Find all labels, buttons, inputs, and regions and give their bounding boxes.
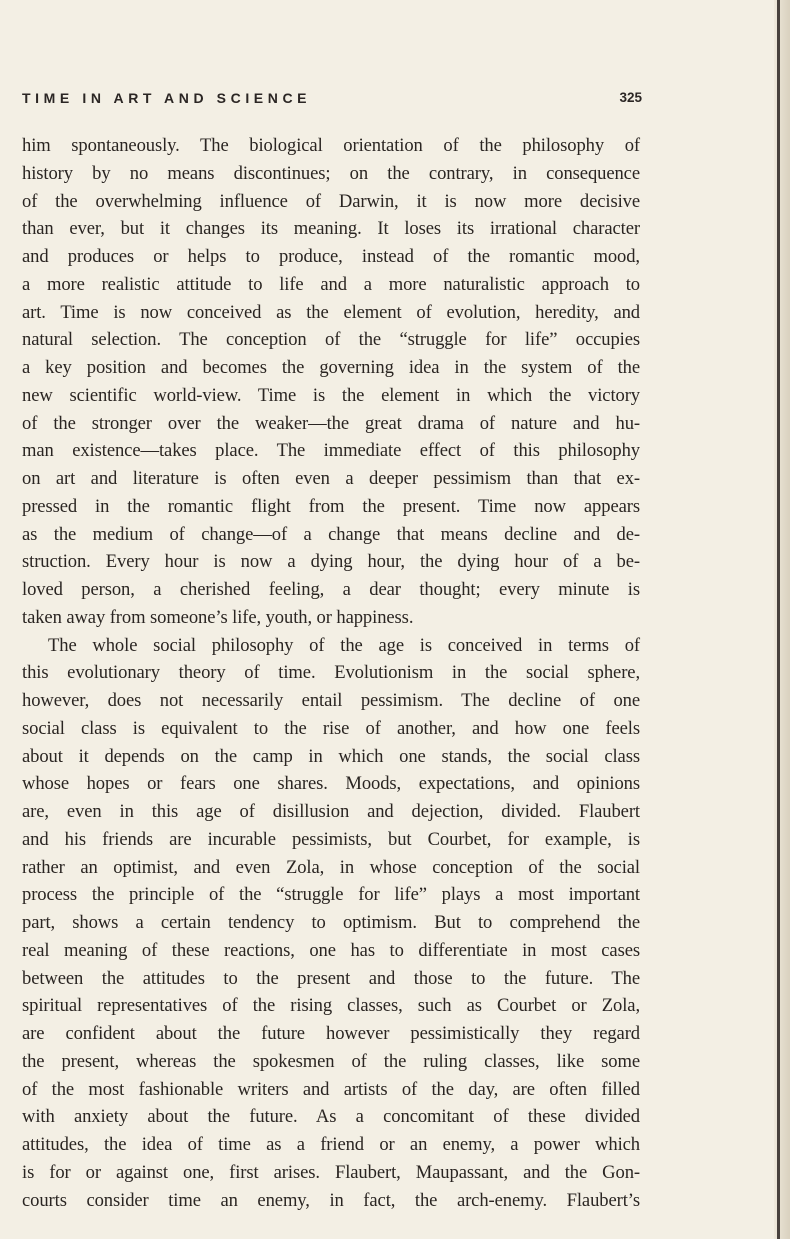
text-line: a more realistic attitude to life and a more naturalistic approach to: [22, 273, 640, 295]
text-line: are confident about the future however pessimistically they regard: [22, 1023, 640, 1044]
text-line: of the overwhelming influence of Darwin, it is now more decisive: [22, 190, 640, 212]
text-line: between the attitudes to the present and those to the future. The: [22, 967, 640, 989]
text-line: whose hopes or fears one shares. Moods, expectations, and opinions: [22, 773, 640, 795]
text-line: with anxiety about the future. As a concomitant of these divided: [22, 1106, 640, 1128]
text-line: a key position and becomes the governing idea in the system of the: [22, 357, 640, 378]
text-line: spiritual representatives of the rising classes, such as Courbet or Zola,: [22, 995, 640, 1017]
paragraph-1: [22, 132, 640, 632]
text-line: about it depends on the camp in which one stands, the social class: [22, 745, 640, 767]
paragraph-2: [22, 632, 640, 1215]
text-line: courts consider time an enemy, in fact, the arch-enemy. Flaubert’s: [22, 1189, 640, 1211]
text-line: part, shows a certain tendency to optimism. But to comprehend the: [22, 912, 640, 933]
text-line: of the most fashionable writers and artists of the day, are often filled: [22, 1078, 640, 1100]
running-title: TIME IN ART AND SCIENCE: [22, 90, 312, 106]
text-line: process the principle of the “struggle for life” plays a most important: [22, 884, 640, 906]
text-line: is for or against one, first arises. Flaubert, Maupassant, and the Gon-: [22, 1161, 640, 1183]
text-line: attitudes, the idea of time as a friend or an enemy, a power which: [22, 1134, 640, 1155]
text-line: struction. Every hour is now a dying hour, the dying hour of a be-: [22, 551, 640, 573]
text-line: however, does not necessarily entail pessimism. The decline of one: [22, 690, 640, 711]
text-line: loved person, a cherished feeling, a dear thought; every minute is: [22, 579, 640, 600]
text-line: on art and literature is often even a deeper pessimism than that ex-: [22, 468, 640, 489]
text-line: of the stronger over the weaker—the great drama of nature and hu-: [22, 412, 640, 434]
text-line: social class is equivalent to the rise of another, and how one feels: [22, 717, 640, 739]
text-line: natural selection. The conception of the “struggle for life” occupies: [22, 329, 640, 351]
text-line: and produces or helps to produce, instead of the romantic mood,: [22, 246, 640, 267]
text-line: him spontaneously. The biological orientation of the philosophy of: [22, 135, 640, 156]
text-line: taken away from someone’s life, youth, or happiness.: [22, 606, 414, 628]
text-line: than ever, but it changes its meaning. It loses its irrational character: [22, 218, 640, 240]
text-line: the present, whereas the spokesmen of the ruling classes, like some: [22, 1050, 640, 1072]
text-line: rather an optimist, and even Zola, in whose conception of the social: [22, 856, 640, 878]
page-number: 325: [619, 90, 642, 105]
text-line: The whole social philosophy of the age is conceived in terms of: [48, 634, 640, 656]
text-line: as the medium of change—of a change that means decline and de-: [22, 523, 640, 545]
text-line: new scientific world-view. Time is the element in which the victory: [22, 384, 640, 406]
text-line: art. Time is now conceived as the element of evolution, heredity, and: [22, 301, 640, 323]
running-head: [22, 90, 642, 110]
text-line: are, even in this age of disillusion and dejection, divided. Flaubert: [22, 801, 640, 822]
text-line: and his friends are incurable pessimists, but Courbet, for example, is: [22, 828, 640, 850]
text-line: man existence—takes place. The immediate effect of this philosophy: [22, 440, 640, 462]
text-line: pressed in the romantic flight from the present. Time now appears: [22, 495, 640, 517]
text-line: real meaning of these reactions, one has to differentiate in most cases: [22, 939, 640, 961]
body-text: [22, 132, 640, 1214]
page-edge-shadow: [777, 0, 780, 1239]
text-line: this evolutionary theory of time. Evolutionism in the social sphere,: [22, 662, 640, 684]
text-line: history by no means discontinues; on the contrary, in consequence: [22, 162, 640, 184]
